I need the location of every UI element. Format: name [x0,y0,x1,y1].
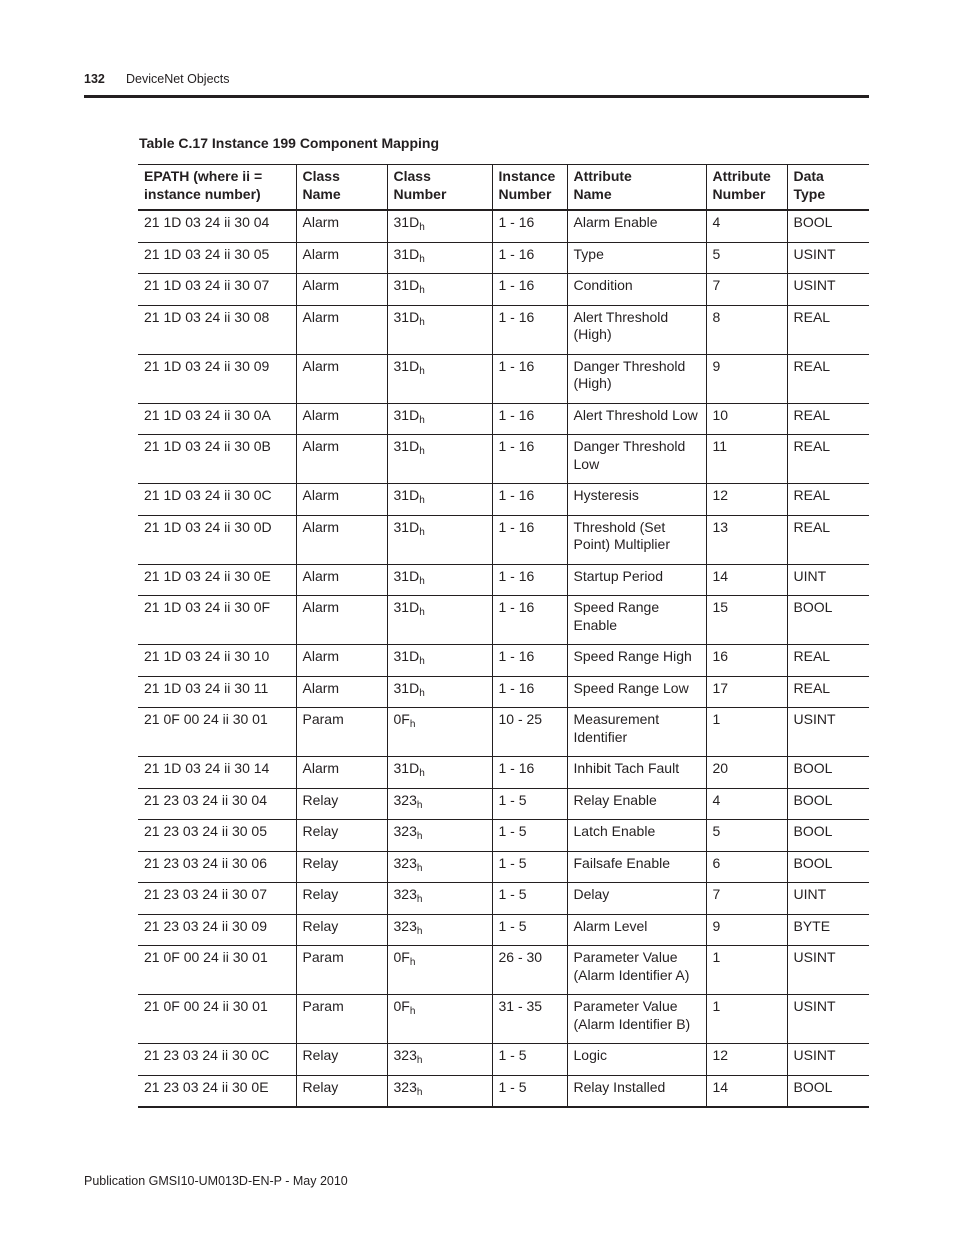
data-type-cell: BOOL [787,1075,869,1107]
column-header-line: Number [712,185,766,202]
column-header-line: Data [793,168,824,184]
attribute-number-cell: 7 [706,274,787,306]
table-row [138,757,869,789]
component-mapping-table [138,164,869,1108]
data-type-cell: BOOL [787,788,869,820]
hex-suffix: h [416,831,423,842]
class-name-cell: Relay [296,788,387,820]
publication-footer: Publication GMSI10-UM013D-EN-P - May 2010 [84,1174,348,1188]
class-number-cell [387,305,492,354]
hex-suffix: h [416,925,423,937]
class-name-cell: Alarm [296,645,387,677]
attribute-name-cell: Latch Enable [567,820,706,852]
table-row [138,435,869,484]
column-header [492,165,567,211]
data-type-cell: USINT [787,946,869,995]
page-header [84,72,869,86]
data-type-cell: REAL [787,305,869,354]
epath-cell: 21 23 03 24 ii 30 05 [144,823,267,839]
attribute-name-cell: Inhibit Tach Fault [567,757,706,789]
table-row [138,645,869,677]
epath-cell: 21 1D 03 24 ii 30 11 [144,679,269,696]
hex-suffix: h [419,365,425,377]
epath-cell: 21 1D 03 24 ii 30 0C [144,487,272,503]
class-name-cell: Alarm [296,596,387,645]
data-type-cell: BOOL [787,210,869,242]
attribute-name-cell: Relay Enable [567,788,706,820]
data-type-cell: REAL [787,403,869,435]
attribute-number-cell: 1 [706,995,787,1044]
epath-cell: 21 1D 03 24 ii 30 0E [144,567,271,584]
table-row [138,788,869,820]
class-number-value: 31D [393,308,420,325]
class-number-value: 31D [393,567,420,584]
hex-suffix: h [419,285,425,296]
class-number-cell [387,564,492,596]
attribute-name-cell: Relay Installed [567,1075,706,1107]
class-number-cell [387,484,492,516]
instance-number-cell: 1 - 16 [492,354,567,403]
class-name-cell: Alarm [296,676,387,708]
data-type-cell: USINT [787,242,869,274]
attribute-name-cell: Hysteresis [567,484,706,516]
epath-cell: 21 0F 00 24 ii 30 01 [144,711,268,727]
class-number-value: 31D [393,357,420,374]
instance-number-cell: 1 - 16 [492,210,567,242]
hex-suffix: h [416,1086,423,1098]
data-type-cell: REAL [787,435,869,484]
hex-suffix: h [419,253,425,265]
attribute-number-cell: 4 [706,788,787,820]
attribute-name-cell: Speed Range Enable [567,596,706,645]
attribute-name-cell: Speed Range Low [567,676,706,708]
column-header-line: Class [393,168,431,184]
class-number-cell [387,995,492,1044]
class-number-value: 0F [393,949,410,965]
attribute-number-cell: 10 [706,403,787,435]
table-row [138,596,869,645]
class-number-value: 0F [393,998,410,1014]
table-caption: Table C.17 Instance 199 Component Mapping [139,135,440,151]
table-body [138,210,869,1107]
instance-number-cell: 1 - 16 [492,305,567,354]
hex-suffix: h [416,799,423,811]
column-header-line: Number [393,185,447,202]
column-header-line: Name [302,185,341,202]
class-number-value: 0F [393,711,410,727]
data-type-cell: REAL [787,354,869,403]
column-header-line: Instance [498,168,556,184]
column-header-line: Type [793,185,826,202]
attribute-number-cell: 8 [706,305,787,354]
attribute-name-cell: Measurement Identifier [567,708,706,757]
table-row [138,995,869,1044]
hex-suffix: h [419,222,425,233]
hex-suffix: h [416,1055,423,1066]
table-row [138,946,869,995]
class-number-value: 323 [393,917,417,934]
column-header [567,165,706,211]
class-number-cell [387,274,492,306]
hex-suffix: h [419,495,425,506]
class-name-cell: Alarm [296,515,387,564]
table-header [138,165,869,211]
class-name-cell: Relay [296,1075,387,1107]
class-number-value: 31D [393,277,420,293]
column-header-line: Class [302,168,340,184]
attribute-number-cell: 14 [706,1075,787,1107]
instance-number-cell: 1 - 16 [492,274,567,306]
instance-number-cell: 1 - 16 [492,645,567,677]
epath-cell: 21 1D 03 24 ii 30 0A [144,406,271,423]
class-number-value: 31D [393,487,420,503]
attribute-number-cell: 14 [706,564,787,596]
class-name-cell: Relay [296,1044,387,1076]
column-header-line: Attribute [573,168,632,184]
data-type-cell: REAL [787,515,869,564]
class-number-value: 31D [393,214,420,230]
data-type-cell: UINT [787,564,869,596]
class-name-cell: Alarm [296,354,387,403]
epath-cell: 21 0F 00 24 ii 30 01 [144,998,268,1014]
attribute-number-cell: 11 [706,435,787,484]
attribute-number-cell: 7 [706,883,787,915]
hex-suffix: h [419,414,425,426]
attribute-name-cell: Alert Threshold Low [567,403,706,435]
hex-suffix: h [419,446,425,457]
class-name-cell: Param [296,946,387,995]
class-number-cell [387,403,492,435]
column-header-line: Number [498,185,552,202]
attribute-number-cell: 1 [706,946,787,995]
attribute-number-cell: 20 [706,757,787,789]
class-number-value: 323 [393,823,417,839]
class-number-cell [387,1044,492,1076]
data-type-cell: REAL [787,645,869,677]
class-number-cell [387,645,492,677]
attribute-name-cell: Failsafe Enable [567,851,706,883]
column-header [706,165,787,211]
instance-number-cell: 1 - 16 [492,564,567,596]
attribute-name-cell: Parameter Value (Alarm Identifier A) [567,946,706,995]
data-type-cell: REAL [787,484,869,516]
class-number-cell [387,946,492,995]
attribute-name-cell: Alarm Enable [567,210,706,242]
data-type-cell: UINT [787,883,869,915]
attribute-number-cell: 1 [706,708,787,757]
page-number: 132 [84,72,105,86]
class-number-value: 31D [393,679,420,696]
class-name-cell: Alarm [296,564,387,596]
instance-number-cell: 1 - 5 [492,914,567,946]
table-row [138,484,869,516]
section-title: DeviceNet Objects [126,72,230,86]
instance-number-cell: 1 - 5 [492,1044,567,1076]
table-row [138,564,869,596]
class-number-value: 31D [393,599,420,615]
instance-number-cell: 1 - 5 [492,820,567,852]
instance-number-cell: 1 - 16 [492,484,567,516]
header-row [138,165,869,211]
class-number-cell [387,914,492,946]
class-number-value: 323 [393,1047,417,1063]
attribute-number-cell: 12 [706,484,787,516]
instance-number-cell: 1 - 16 [492,403,567,435]
class-name-cell: Alarm [296,305,387,354]
class-name-cell: Param [296,708,387,757]
attribute-name-cell: Delay [567,883,706,915]
class-number-cell [387,515,492,564]
table-row [138,210,869,242]
class-number-value: 31D [393,760,420,776]
table-row [138,1044,869,1076]
class-name-cell: Alarm [296,757,387,789]
epath-cell: 21 23 03 24 ii 30 04 [144,791,267,808]
hex-suffix: h [419,526,425,538]
attribute-number-cell: 9 [706,914,787,946]
attribute-number-cell: 9 [706,354,787,403]
instance-number-cell: 1 - 16 [492,596,567,645]
class-number-value: 323 [393,854,417,871]
hex-suffix: h [409,719,416,730]
data-type-cell: REAL [787,676,869,708]
attribute-number-cell: 13 [706,515,787,564]
data-type-cell: BYTE [787,914,869,946]
instance-number-cell: 1 - 5 [492,851,567,883]
epath-cell: 21 1D 03 24 ii 30 14 [144,760,270,776]
table-row [138,354,869,403]
class-name-cell: Alarm [296,403,387,435]
attribute-number-cell: 12 [706,1044,787,1076]
column-header-line: Attribute [712,168,771,184]
class-number-value: 31D [393,438,420,454]
class-name-cell: Relay [296,851,387,883]
table-row [138,403,869,435]
class-number-cell [387,354,492,403]
attribute-name-cell: Condition [567,274,706,306]
data-type-cell: BOOL [787,820,869,852]
data-type-cell: USINT [787,1044,869,1076]
instance-number-cell: 1 - 16 [492,435,567,484]
table-row [138,1075,869,1107]
class-number-cell [387,788,492,820]
attribute-name-cell: Danger Threshold Low [567,435,706,484]
instance-number-cell: 10 - 25 [492,708,567,757]
epath-cell: 21 23 03 24 ii 30 09 [144,917,267,934]
table-row [138,515,869,564]
data-type-cell: BOOL [787,851,869,883]
hex-suffix: h [419,575,425,587]
data-type-cell: BOOL [787,596,869,645]
class-number-cell [387,708,492,757]
attribute-number-cell: 4 [706,210,787,242]
column-header-line: EPATH (where ii = [144,168,263,184]
attribute-name-cell: Alarm Level [567,914,706,946]
class-number-value: 31D [393,406,420,423]
data-type-cell: USINT [787,274,869,306]
table-row [138,242,869,274]
epath-cell: 21 1D 03 24 ii 30 04 [144,214,270,230]
attribute-number-cell: 17 [706,676,787,708]
attribute-name-cell: Parameter Value (Alarm Identifier B) [567,995,706,1044]
column-header [138,165,296,211]
class-name-cell: Param [296,995,387,1044]
class-number-cell [387,851,492,883]
epath-cell: 21 23 03 24 ii 30 0E [144,1078,269,1095]
table-row [138,274,869,306]
table-row [138,851,869,883]
class-number-cell [387,883,492,915]
class-number-cell [387,757,492,789]
hex-suffix: h [419,687,425,699]
epath-cell: 21 0F 00 24 ii 30 01 [144,949,268,965]
table-row [138,305,869,354]
hex-suffix: h [419,607,425,618]
hex-suffix: h [409,957,416,968]
class-number-value: 31D [393,518,420,535]
attribute-name-cell: Threshold (Set Point) Multiplier [567,515,706,564]
instance-number-cell: 1 - 5 [492,788,567,820]
data-type-cell: BOOL [787,757,869,789]
attribute-number-cell: 15 [706,596,787,645]
epath-cell: 21 23 03 24 ii 30 07 [144,886,267,902]
class-name-cell: Relay [296,883,387,915]
hex-suffix: h [409,1006,416,1017]
attribute-number-cell: 5 [706,242,787,274]
epath-cell: 21 1D 03 24 ii 30 0F [144,599,271,615]
instance-number-cell: 1 - 16 [492,242,567,274]
class-number-cell [387,242,492,274]
table-row [138,708,869,757]
attribute-number-cell: 6 [706,851,787,883]
attribute-number-cell: 5 [706,820,787,852]
class-number-value: 31D [393,648,420,664]
attribute-name-cell: Type [567,242,706,274]
epath-cell: 21 1D 03 24 ii 30 07 [144,277,270,293]
hex-suffix: h [419,316,425,328]
class-name-cell: Alarm [296,210,387,242]
table-row [138,820,869,852]
epath-cell: 21 23 03 24 ii 30 0C [144,1047,270,1063]
table-row [138,914,869,946]
data-type-cell: USINT [787,708,869,757]
class-name-cell: Alarm [296,242,387,274]
class-name-cell: Relay [296,914,387,946]
class-name-cell: Alarm [296,484,387,516]
epath-cell: 21 1D 03 24 ii 30 09 [144,357,270,374]
class-name-cell: Alarm [296,274,387,306]
column-header [787,165,869,211]
class-name-cell: Relay [296,820,387,852]
class-number-cell [387,820,492,852]
header-rule [84,95,869,98]
epath-cell: 21 23 03 24 ii 30 06 [144,854,267,871]
class-number-value: 323 [393,1078,417,1095]
attribute-name-cell: Startup Period [567,564,706,596]
epath-cell: 21 1D 03 24 ii 30 10 [144,648,270,664]
class-number-cell [387,435,492,484]
class-name-cell: Alarm [296,435,387,484]
instance-number-cell: 1 - 16 [492,515,567,564]
data-type-cell: USINT [787,995,869,1044]
table-row [138,883,869,915]
column-header [387,165,492,211]
column-header-line: instance number) [144,185,261,202]
instance-number-cell: 1 - 16 [492,757,567,789]
attribute-name-cell: Speed Range High [567,645,706,677]
attribute-name-cell: Danger Threshold (High) [567,354,706,403]
hex-suffix: h [419,768,425,779]
hex-suffix: h [416,894,423,905]
class-number-cell [387,676,492,708]
epath-cell: 21 1D 03 24 ii 30 05 [144,245,270,262]
instance-number-cell: 31 - 35 [492,995,567,1044]
instance-number-cell: 1 - 16 [492,676,567,708]
instance-number-cell: 26 - 30 [492,946,567,995]
class-number-value: 31D [393,245,420,262]
class-number-cell [387,596,492,645]
class-number-value: 323 [393,791,417,808]
instance-number-cell: 1 - 5 [492,883,567,915]
attribute-number-cell: 16 [706,645,787,677]
class-number-value: 323 [393,886,417,902]
epath-cell: 21 1D 03 24 ii 30 0B [144,438,271,454]
table-row [138,676,869,708]
hex-suffix: h [419,656,425,667]
column-header [296,165,387,211]
attribute-name-cell: Alert Threshold (High) [567,305,706,354]
instance-number-cell: 1 - 5 [492,1075,567,1107]
class-number-cell [387,210,492,242]
attribute-name-cell: Logic [567,1044,706,1076]
column-header-line: Name [573,185,612,202]
epath-cell: 21 1D 03 24 ii 30 0D [144,518,272,535]
epath-cell: 21 1D 03 24 ii 30 08 [144,308,270,325]
class-number-cell [387,1075,492,1107]
hex-suffix: h [416,862,423,874]
